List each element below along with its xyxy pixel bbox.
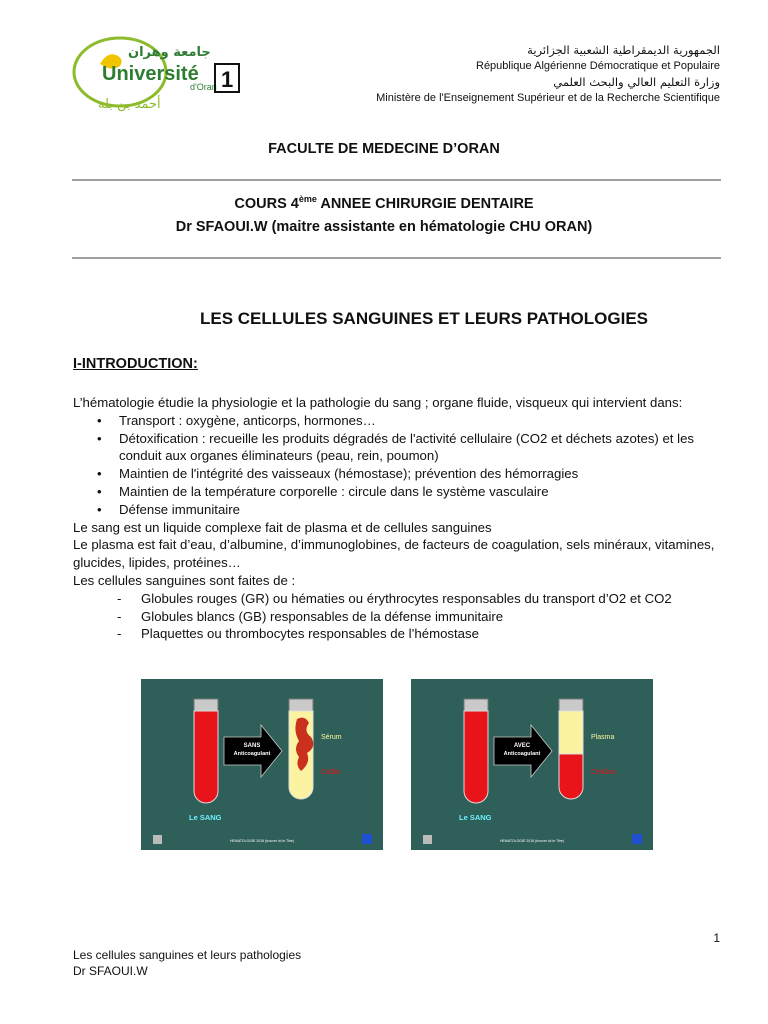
section-heading-text: I-INTRODUCTION bbox=[73, 356, 194, 372]
slide-without-anticoagulant bbox=[141, 679, 383, 850]
arabic-republic: الجمهورية الديمقراطية الشعبية الجزائرية bbox=[527, 43, 720, 57]
body-text bbox=[73, 394, 723, 643]
list-item: - Globules rouges (GR) ou hématies ou érythrocytes responsables du transport d’O2 et CO2 bbox=[73, 590, 723, 608]
blood-paragraph: Le sang est un liquide complexe fait de plasma et de cellules sanguines bbox=[73, 519, 492, 535]
bottom-layer-label: Cellules bbox=[591, 769, 616, 776]
arrow-label-line2: Anticoagulant bbox=[233, 751, 271, 757]
slide-footer-text: HEMATOLOGIE 2018 (trouver ici le Titre) bbox=[499, 839, 565, 843]
arrow-label-line2: Anticoagulant bbox=[503, 751, 541, 757]
ministry-name: Ministère de l'Enseignement Supérieur et de la Recherche Scientifique bbox=[376, 92, 720, 104]
list-item: • Détoxification : recueille les produits dégradés de l'activité cellulaire (CO2 et déchets azotes) et les conduit aux organes éliminateurs (peau, rein, poumon) bbox=[73, 430, 723, 466]
list-item: - Globules blancs (GB) responsables de la défense immunitaire bbox=[73, 608, 723, 626]
plasma-paragraph: Le plasma est fait d’eau, d’albumine, d’immunoglobines, de facteurs de coagulation, sels minéraux, vitamines, glucides, lipides, protéines… bbox=[73, 537, 715, 571]
functions-list bbox=[73, 412, 723, 519]
tube-label: Le SANG bbox=[459, 813, 492, 822]
bottom-layer-label: Caillot bbox=[321, 769, 341, 776]
course-prefix: COURS 4 bbox=[234, 196, 299, 212]
top-layer-label: Sérum bbox=[321, 734, 342, 741]
intro-paragraph: L’hématologie étudie la physiologie et la pathologie du sang ; organe fluide, visqueux qui intervient dans: bbox=[73, 395, 683, 410]
course-info bbox=[0, 188, 768, 239]
footer-title: Les cellules sanguines et leurs pathologies bbox=[73, 948, 302, 962]
cells-list bbox=[73, 590, 723, 643]
list-item: • Défense immunitaire bbox=[73, 501, 723, 519]
logo-sub: d'Oran bbox=[190, 82, 217, 92]
page-number: 1 bbox=[713, 931, 720, 945]
course-author: Dr SFAOUI.W (maitre assistante en hématologie CHU ORAN) bbox=[175, 219, 593, 235]
top-layer-label: Plasma bbox=[591, 734, 615, 741]
section-heading bbox=[73, 356, 198, 372]
arrow-label-line1: SANS bbox=[243, 743, 261, 749]
university-logo bbox=[70, 34, 245, 114]
arrow-label-line1: AVEC bbox=[513, 743, 531, 749]
section-colon: : bbox=[193, 356, 198, 372]
footer-author: Dr SFAOUI.W bbox=[73, 964, 148, 978]
cells-paragraph: Les cellules sanguines sont faites de : bbox=[73, 572, 296, 588]
list-item: - Plaquettes ou thrombocytes responsables de l’hémostase bbox=[73, 625, 723, 643]
tube-label: Le SANG bbox=[189, 813, 222, 822]
divider-top bbox=[72, 179, 721, 181]
republic-name: République Algérienne Démocratique et Populaire bbox=[476, 60, 720, 72]
list-item: • Maintien de la température corporelle : circule dans le système vasculaire bbox=[73, 483, 723, 501]
divider-bottom bbox=[72, 257, 721, 259]
course-superscript: ème bbox=[298, 194, 317, 204]
logo-arabic-name: أحمد بن بلة bbox=[98, 97, 161, 112]
slide-with-anticoagulant bbox=[411, 679, 653, 850]
institution-header bbox=[300, 42, 720, 106]
logo-arabic: جامعة وهران bbox=[128, 45, 211, 60]
logo-latin: Université bbox=[102, 63, 199, 85]
course-suffix: ANNEE CHIRURGIE DENTAIRE bbox=[316, 196, 534, 212]
course-line bbox=[0, 188, 768, 216]
arabic-ministry: وزارة التعليم العالي والبحث العلمي bbox=[553, 75, 720, 89]
logo-number: 1 bbox=[221, 67, 234, 92]
slide-footer-text: HEMATOLOGIE 2018 (trouver ici le Titre) bbox=[229, 839, 295, 843]
page-footer bbox=[73, 947, 301, 979]
faculty-name: FACULTE DE MEDECINE D’ORAN bbox=[268, 141, 500, 157]
list-item: • Transport : oxygène, anticorps, hormones… bbox=[73, 412, 723, 430]
list-item: • Maintien de l'intégrité des vaisseaux (hémostase); prévention des hémorragies bbox=[73, 465, 723, 483]
document-title: LES CELLULES SANGUINES ET LEURS PATHOLOGIES bbox=[199, 309, 649, 328]
